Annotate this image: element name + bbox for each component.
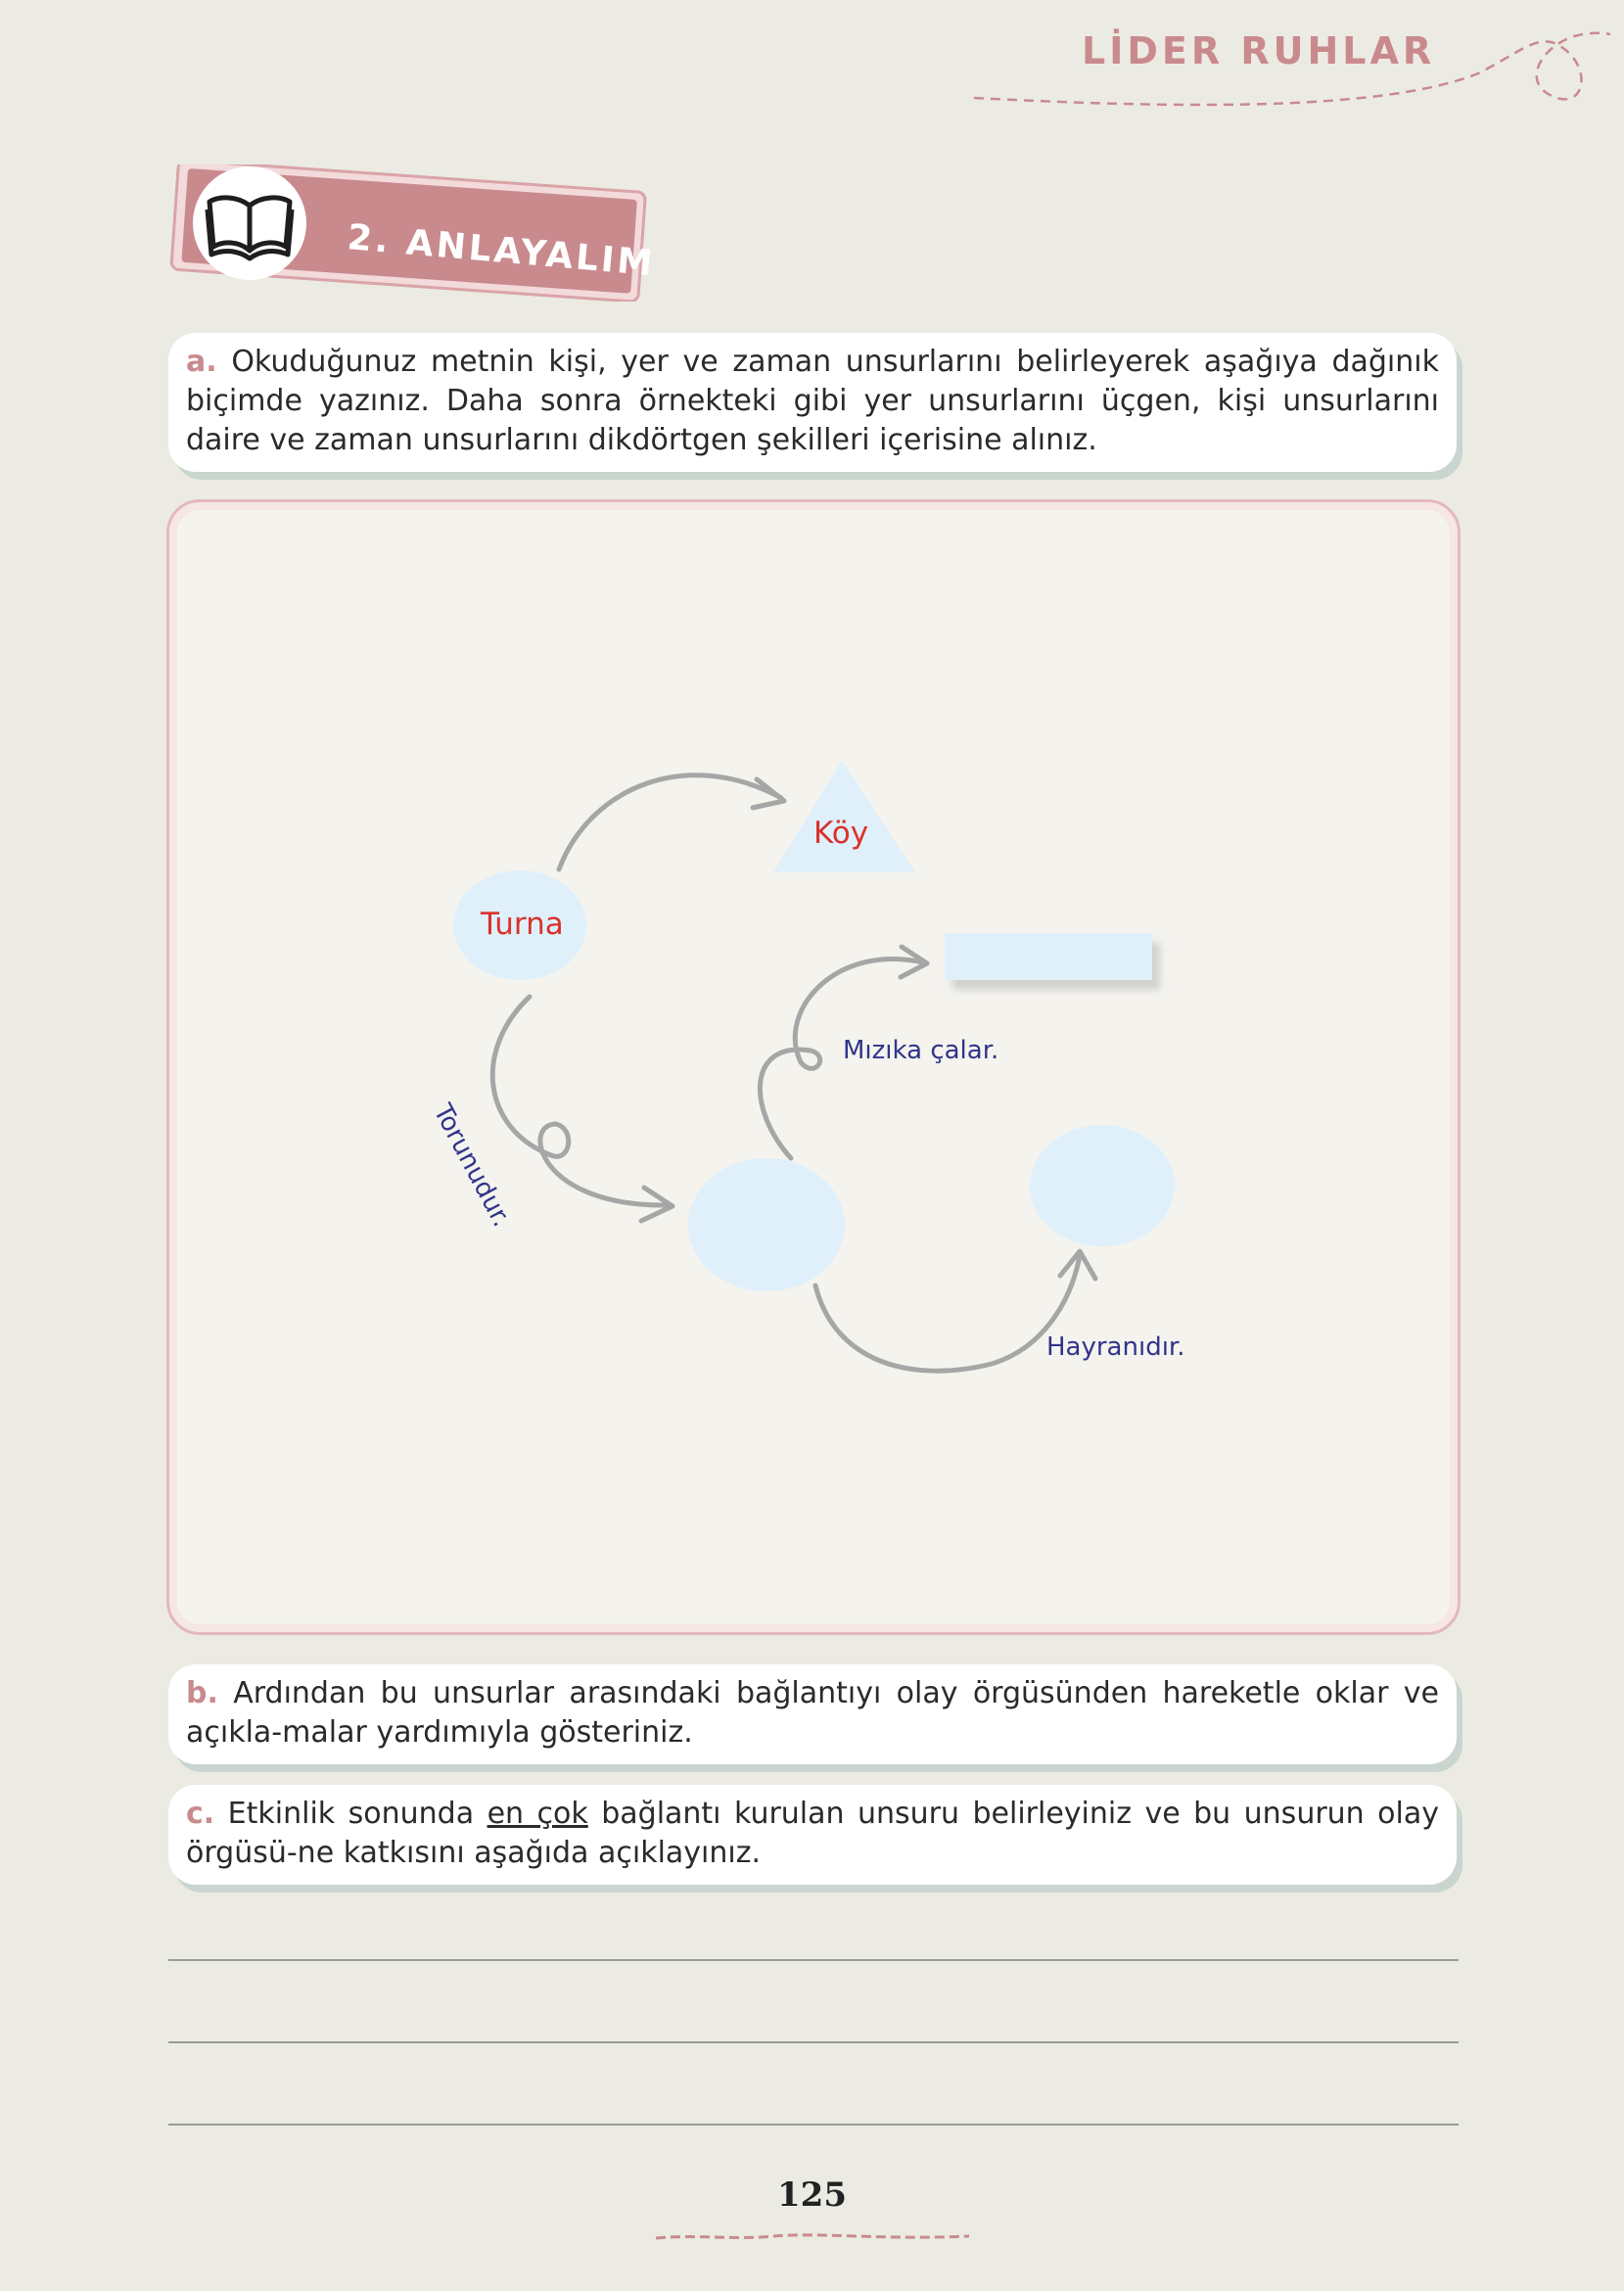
emphasis-underlined: en çok: [487, 1797, 588, 1831]
instruction-c: [168, 1785, 1457, 1885]
link-label-harmonica: Mızıka çalar.: [843, 1036, 999, 1065]
section-title: 2. ANLAYALIM: [346, 217, 657, 285]
instruction-text: Okuduğunuz metnin kişi, yer ve zaman unsurlarını belirleyerek aşağıya dağınık biçimde yazınız. Daha sonra örnekteki gibi yer unsurlarını üçgen, kişi unsurlarını daire ve zaman unsurlarını dikdörtgen şekilleri içerisine alınız.: [186, 345, 1439, 457]
instruction-text: Ardından bu unsurlar arasındaki bağlantıyı olay örgüsünden hareketle oklar ve açıkla-malar yardımıyla gösteriniz.: [186, 1676, 1439, 1750]
page-number-decoration: [656, 2230, 969, 2244]
page-number: 125: [777, 2175, 847, 2215]
series-title: LİDER RUHLAR: [1082, 29, 1436, 72]
arrow-turna-to-koy: [559, 775, 781, 869]
instruction-letter: c.: [186, 1797, 215, 1831]
time-rectangle: [945, 933, 1152, 980]
diagram-area: [166, 499, 1461, 1635]
answer-line[interactable]: [168, 2124, 1459, 2126]
link-label-grandchild: Torunudur.: [427, 1099, 517, 1233]
instruction-a: [168, 333, 1457, 472]
instruction-text: Etkinlik sonunda: [227, 1797, 475, 1831]
person-label: Turna: [481, 907, 564, 942]
person-circle-empty-center: [688, 1158, 845, 1291]
answer-line[interactable]: [168, 1959, 1459, 1961]
place-label: Köy: [813, 816, 869, 851]
instruction-text: bağlantı kurulan unsuru belirleyiniz ve bu unsurun olay örgüsü-ne katkısını aşağıda açıklayınız.: [186, 1797, 1439, 1870]
instruction-b: [168, 1664, 1457, 1764]
dashed-swirl-decoration: [969, 15, 1615, 122]
link-label-admirer: Hayranıdır.: [1046, 1333, 1185, 1362]
instruction-letter: b.: [186, 1676, 218, 1710]
arrow-turna-to-center: [492, 997, 669, 1205]
person-circle-empty-right: [1030, 1125, 1175, 1246]
instruction-letter: a.: [186, 345, 217, 379]
arrow-center-to-right: [815, 1256, 1080, 1371]
answer-line[interactable]: [168, 2041, 1459, 2043]
plot-diagram: [169, 502, 1463, 1638]
